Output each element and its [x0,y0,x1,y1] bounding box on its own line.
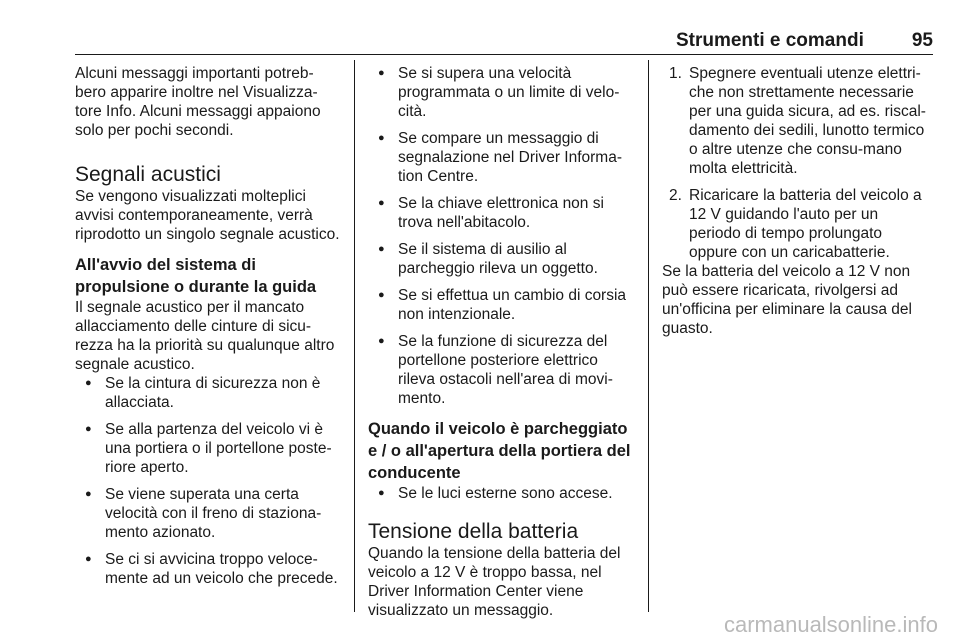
paragraph-officina: Se la batteria del veicolo a 12 V non può essere ricaricata, rivolgersi ad un'officina per eliminare la causa del guasto. [662,263,912,337]
heading-segnali-acustici: Segnali acustici [75,163,221,186]
list-item: ● Se viene superata una certa velocità con il freno di staziona-mento azionato. [75,485,343,542]
paragraph-segnali: Se vengono visualizzati molteplici avvisi contemporaneamente, verrà riprodotto un singolo segnale acustico. [75,188,340,243]
numbered-list [662,64,930,262]
list-item: ● Se si supera una velocità programmata o un limite di velo-cità. [368,64,636,121]
list-item: ● Se la chiave elettronica non si trova nell'abitacolo. [368,194,636,232]
list-item [662,186,930,262]
header-rule [75,54,933,55]
watermark: carmanualsonline.info [723,612,938,637]
page-header [75,30,933,52]
step-text: Spegnere eventuali utenze elettri-che non strettamente necessarie per una guida sicura, ad es. riscal-damento dei sedili, lunotto termico o altre utenze che consu-mano molta elettricità. [689,65,926,177]
intro-paragraph: Alcuni messaggi importanti potreb-bero apparire inoltre nel Visualizza-tore Info. Alcuni messaggi appaiono solo per pochi secondi. [75,65,321,139]
column-3 [662,64,930,338]
column-divider-1 [354,60,355,612]
section-title: Strumenti e comandi [675,30,864,51]
heading-veicolo-parcheggiato: Quando il veicolo è parcheggiato e / o all'apertura della portiera del conducente [368,420,631,482]
list-item: ● Se ci si avvicina troppo veloce-mente ad un veicolo che precede. [75,550,343,588]
step-number: 2. [669,187,682,204]
heading-tensione-batteria: Tensione della batteria [368,520,579,543]
column-divider-2 [648,60,649,612]
paragraph-cinture: Il segnale acustico per il mancato allacciamento delle cinture di sicu-rezza ha la priorità su qualunque altro segnale acustico. [75,299,335,373]
column-1 [75,64,343,588]
list-item: ● Se la funzione di sicurezza del portellone posteriore elettrico rileva ostacoli nell'area di movi-mento. [368,332,636,408]
list-item: ● Se le luci esterne sono accese. [368,484,636,503]
list-item: ● Se la cintura di sicurezza non è allacciata. [75,374,343,412]
list-item [662,64,930,178]
heading-avvio-sistema: All'avvio del sistema di propulsione o durante la guida [75,256,317,296]
list-item: ● Se il sistema di ausilio al parcheggio rileva un oggetto. [368,240,636,278]
column-2 [368,64,636,620]
list-item: ● Se si effettua un cambio di corsia non intenzionale. [368,286,636,324]
paragraph-tensione: Quando la tensione della batteria del veicolo a 12 V è troppo bassa, nel Driver Information Center viene visualizzato un messaggio. [368,545,621,619]
bullet-list-3 [368,484,636,503]
bullet-list-1 [75,374,343,588]
step-number: 1. [669,65,682,82]
page-number: 95 [911,30,933,51]
list-item: ● Se compare un messaggio di segnalazione nel Driver Informa-tion Centre. [368,129,636,186]
list-item: ● Se alla partenza del veicolo vi è una portiera o il portellone poste-riore aperto. [75,420,343,477]
step-text: Ricaricare la batteria del veicolo a 12 V guidando l'auto per un periodo di tempo prolungato oppure con un caricabatterie. [689,187,922,261]
bullet-list-2 [368,64,636,408]
